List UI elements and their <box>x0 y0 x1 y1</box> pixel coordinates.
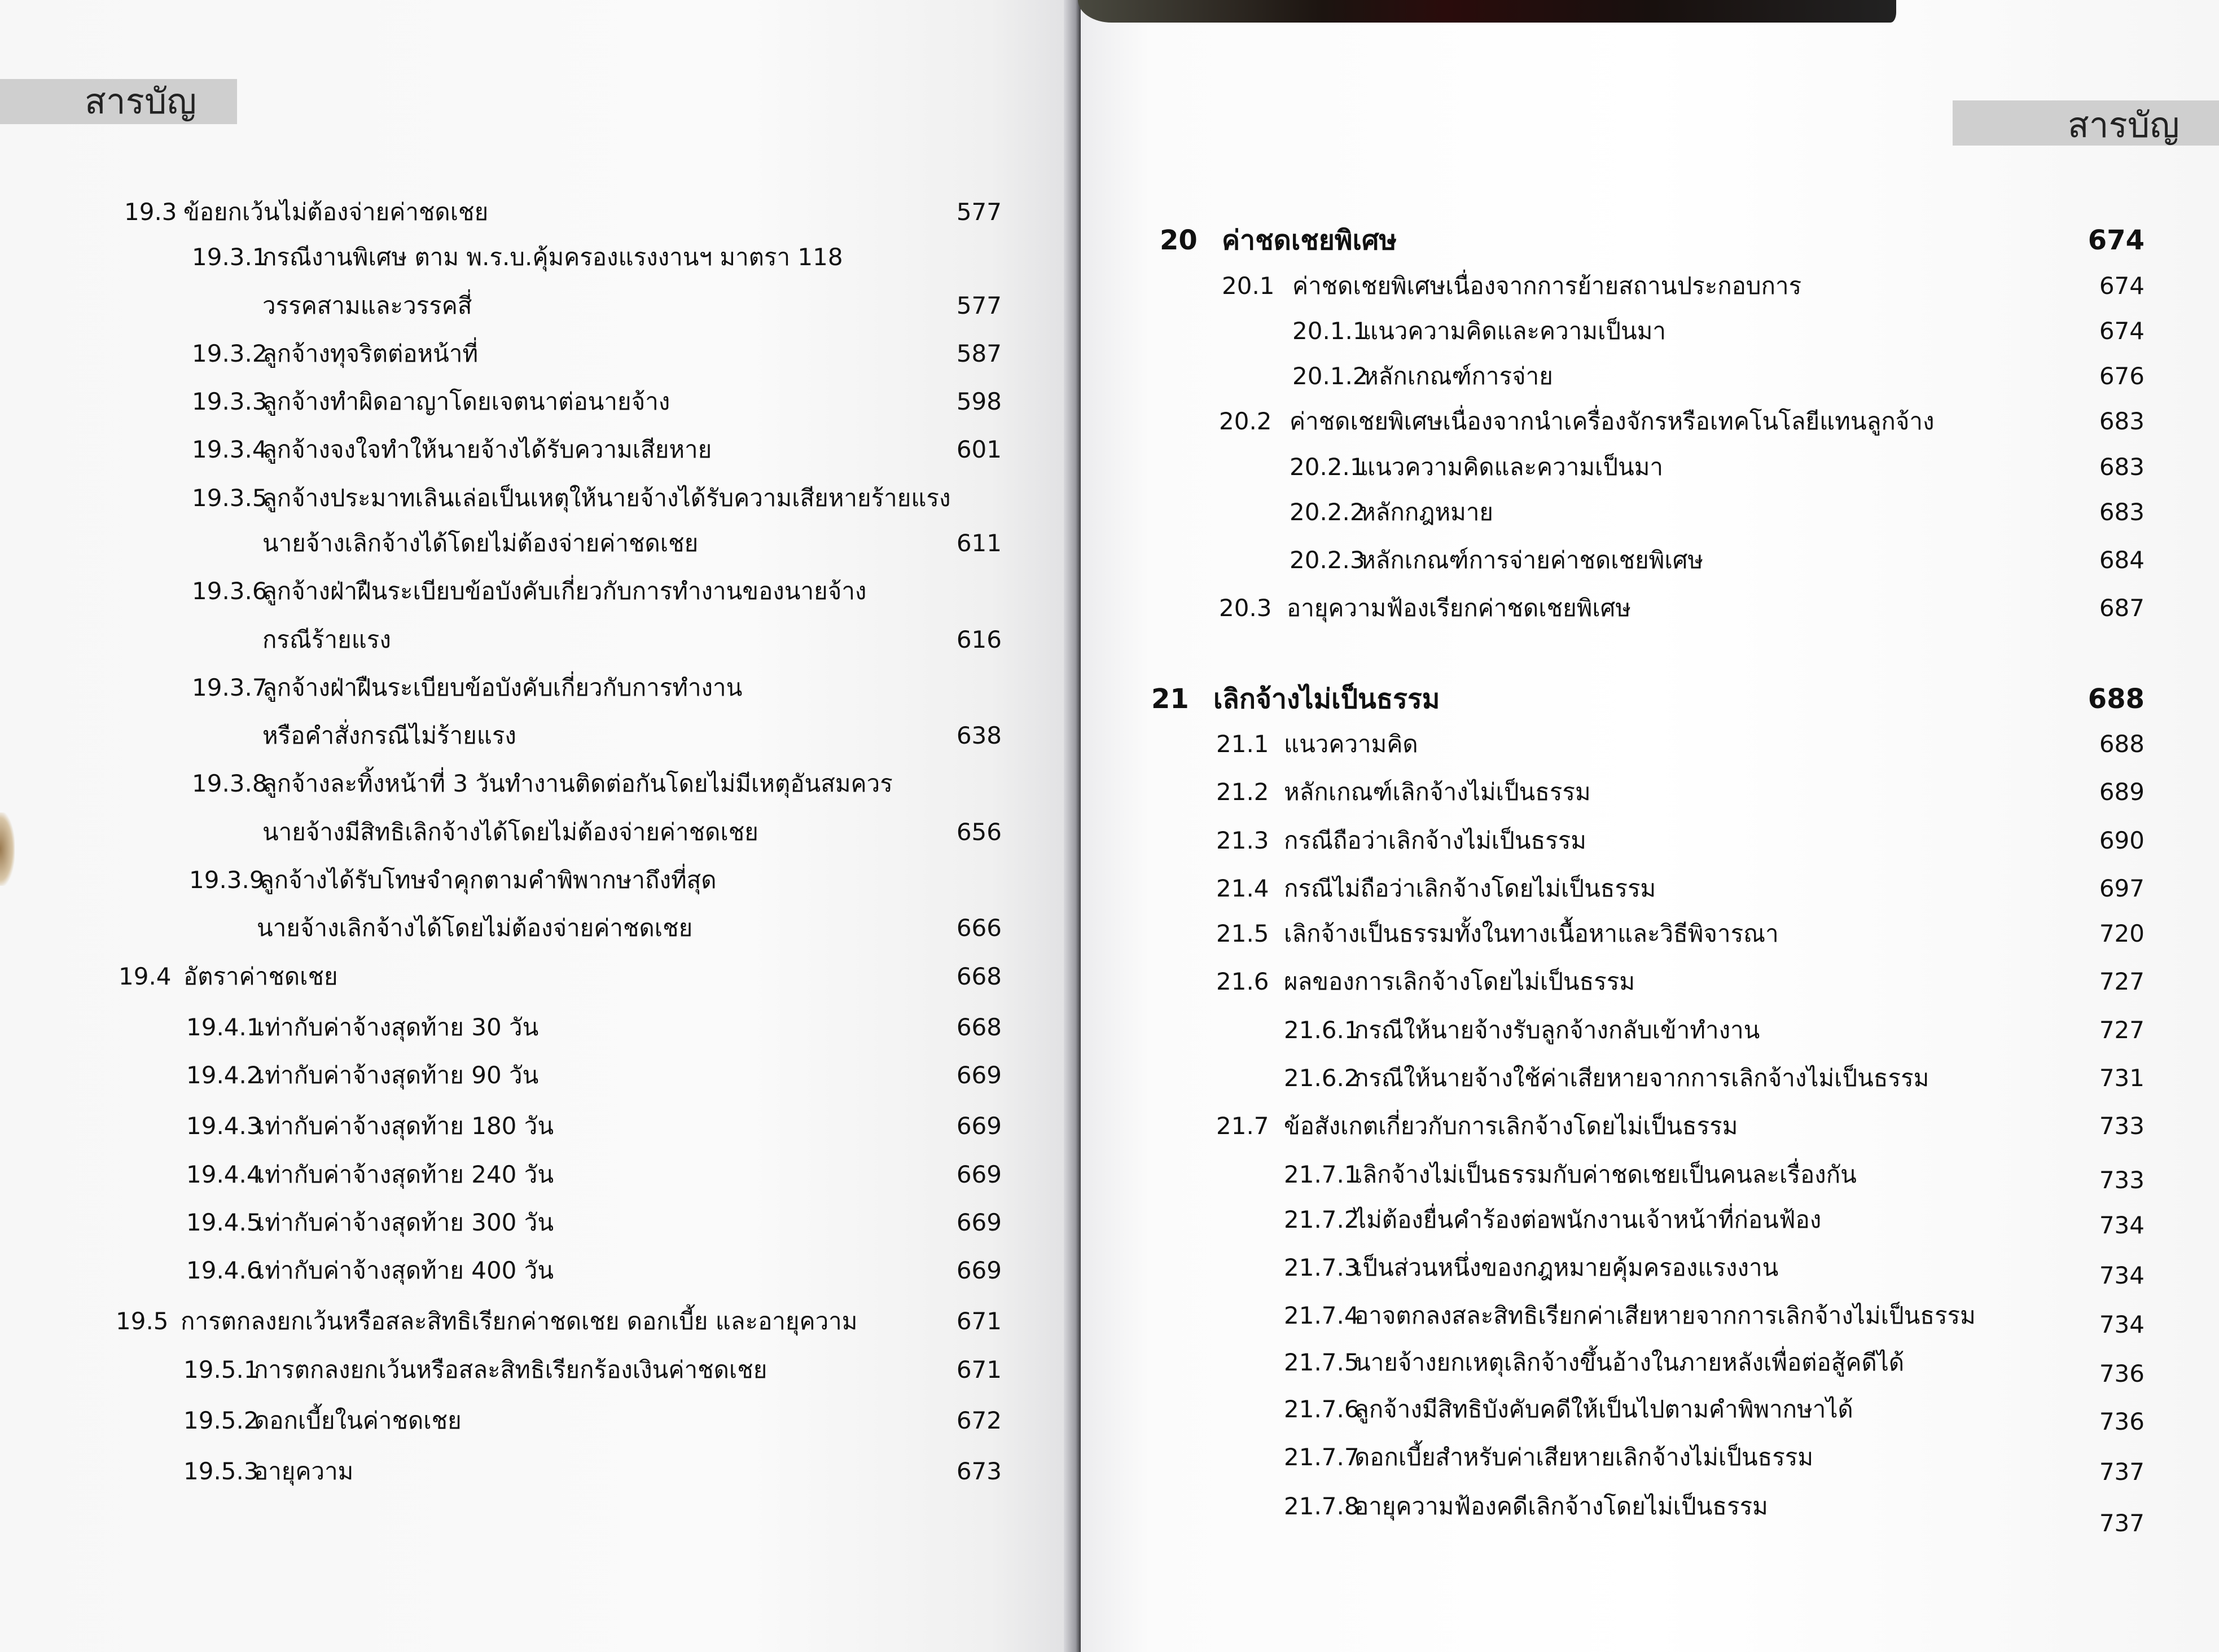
toc-page-number: 601 <box>956 436 1002 463</box>
toc-number: 21.7 <box>1216 1112 1269 1140</box>
toc-number: 20.2.2 <box>1290 498 1365 526</box>
toc-title: หลักกฎหมาย <box>1360 498 1494 526</box>
toc-page-number: 669 <box>956 1112 1002 1140</box>
toc-page-number: 611 <box>956 529 1002 557</box>
toc-title: ลูกจ้างมีสิทธิบังคับคดีให้เป็นไปตามคำพิพากษาได้ <box>1354 1395 1853 1423</box>
toc-title: เลิกจ้างเป็นธรรมทั้งในทางเนื้อหาและวิธีพิจารณา <box>1284 920 1779 947</box>
toc-number: 19.3 <box>124 198 177 226</box>
toc-number: 19.3.1 <box>192 243 267 271</box>
toc-number: 19.4.2 <box>186 1061 262 1089</box>
toc-page-number: 683 <box>2099 453 2145 481</box>
toc-number: 21.3 <box>1216 827 1269 854</box>
toc-title: เท่ากับค่าจ้างสุดท้าย 180 วัน <box>257 1112 554 1140</box>
toc-page-number: 616 <box>956 626 1002 653</box>
toc-title: นายจ้างมีสิทธิเลิกจ้างได้โดยไม่ต้องจ่ายค่าชดเชย <box>262 818 758 846</box>
toc-title: ค่าชดเชยพิเศษเนื่องจากการย้ายสถานประกอบการ <box>1292 272 1802 300</box>
toc-title: แนวความคิด <box>1284 730 1418 758</box>
toc-title: กรณีให้นายจ้างใช้ค่าเสียหายจากการเลิกจ้างไม่เป็นธรรม <box>1354 1064 1929 1092</box>
toc-number: 21.5 <box>1216 920 1269 947</box>
toc-title: นายจ้างยกเหตุเลิกจ้างขึ้นอ้างในภายหลังเพื่อต่อสู้คดีได้ <box>1354 1348 1905 1376</box>
toc-number: 19.4.5 <box>186 1209 262 1236</box>
toc-number: 19.3.5 <box>192 484 267 512</box>
toc-title: การตกลงยกเว้นหรือสละสิทธิเรียกค่าชดเชย ดอกเบี้ย และอายุความ <box>181 1307 858 1335</box>
toc-title: ลูกจ้างทุจริตต่อหน้าที่ <box>262 340 479 367</box>
toc-page-number: 674 <box>2099 317 2145 345</box>
toc-page-number: 734 <box>2099 1262 2145 1289</box>
toc-page-number: 656 <box>956 818 1002 846</box>
right-page-title: สารบัญ <box>2067 104 2179 146</box>
toc-title: อายุความฟ้องเรียกค่าชดเชยพิเศษ <box>1287 594 1632 622</box>
toc-page-number: 676 <box>2099 362 2145 390</box>
toc-title: หลักเกณฑ์เลิกจ้างไม่เป็นธรรม <box>1284 778 1591 806</box>
toc-number: 21.1 <box>1216 730 1269 758</box>
toc-title: ลูกจ้างได้รับโทษจำคุกตามคำพิพากษาถึงที่สุด <box>260 866 717 894</box>
toc-title: ผลของการเลิกจ้างโดยไม่เป็นธรรม <box>1284 968 1635 995</box>
toc-page-number: 684 <box>2099 546 2145 574</box>
toc-page-number: 689 <box>2099 778 2145 806</box>
toc-page-number: 587 <box>956 340 1002 367</box>
toc-number: 20.1.2 <box>1292 362 1368 390</box>
toc-number: 19.3.3 <box>192 388 267 415</box>
left-header-band <box>0 79 237 124</box>
toc-page-number: 577 <box>956 198 1002 226</box>
toc-number: 21.7.4 <box>1284 1302 1360 1329</box>
toc-page-number: 733 <box>2099 1166 2145 1194</box>
toc-number: 21.7.7 <box>1284 1443 1360 1471</box>
toc-title: กรณีไม่ถือว่าเลิกจ้างโดยไม่เป็นธรรม <box>1284 875 1656 902</box>
toc-number: 19.4.6 <box>186 1256 262 1284</box>
toc-title: เท่ากับค่าจ้างสุดท้าย 240 วัน <box>257 1161 554 1188</box>
toc-number: 19.4.3 <box>186 1112 262 1140</box>
toc-page-number: 736 <box>2099 1408 2145 1435</box>
toc-title: เท่ากับค่าจ้างสุดท้าย 400 วัน <box>257 1256 554 1284</box>
toc-title: ลูกจ้างฝ่าฝืนระเบียบข้อบังคับเกี่ยวกับการทำงาน <box>262 674 743 701</box>
toc-number: 19.3.8 <box>192 770 267 797</box>
toc-title: เท่ากับค่าจ้างสุดท้าย 30 วัน <box>257 1013 539 1041</box>
toc-title: ข้อสังเกตเกี่ยวกับการเลิกจ้างโดยไม่เป็นธรรม <box>1284 1112 1738 1140</box>
toc-page-number: 673 <box>956 1457 1002 1485</box>
toc-page-number: 697 <box>2099 875 2145 902</box>
toc-number: 21.6.1 <box>1284 1016 1360 1044</box>
toc-number: 19.4.1 <box>186 1013 262 1041</box>
toc-title: แนวความคิดและความเป็นมา <box>1360 453 1663 481</box>
toc-title: เลิกจ้างไม่เป็นธรรมกับค่าชดเชยเป็นคนละเรื่องกัน <box>1354 1161 1857 1188</box>
toc-title: นายจ้างเลิกจ้างได้โดยไม่ต้องจ่ายค่าชดเชย <box>257 914 693 942</box>
toc-title: เป็นส่วนหนึ่งของกฎหมายคุ้มครองแรงงาน <box>1354 1254 1779 1281</box>
toc-title: อายุความ <box>254 1457 354 1485</box>
toc-title: ดอกเบี้ยในค่าชดเชย <box>254 1407 462 1434</box>
toc-title: หรือคำสั่งกรณีไม่ร้ายแรง <box>262 722 516 749</box>
toc-title: อาจตกลงสละสิทธิเรียกค่าเสียหายจากการเลิกจ้างไม่เป็นธรรม <box>1354 1302 1976 1329</box>
toc-page-number: 669 <box>956 1061 1002 1089</box>
toc-page-number: 577 <box>956 292 1002 319</box>
toc-title: ลูกจ้างฝ่าฝืนระเบียบข้อบังคับเกี่ยวกับการทำงานของนายจ้าง <box>262 577 867 605</box>
toc-page-number: 734 <box>2099 1211 2145 1239</box>
toc-page-number: 688 <box>2088 683 2145 715</box>
toc-number: 21.7.5 <box>1284 1348 1360 1376</box>
toc-number: 20.1 <box>1222 272 1275 300</box>
toc-title: นายจ้างเลิกจ้างได้โดยไม่ต้องจ่ายค่าชดเชย <box>262 529 699 557</box>
toc-page-number: 737 <box>2099 1509 2145 1537</box>
toc-number: 19.5 <box>116 1307 169 1335</box>
toc-page-number: 731 <box>2099 1064 2145 1092</box>
toc-title: แนวความคิดและความเป็นมา <box>1363 317 1666 345</box>
toc-title: การตกลงยกเว้นหรือสละสิทธิเรียกร้องเงินค่าชดเชย <box>254 1356 768 1383</box>
toc-page-number: 668 <box>956 963 1002 990</box>
left-page-title: สารบัญ <box>85 81 197 122</box>
top-shadow <box>1078 0 1896 23</box>
toc-number: 19.4 <box>119 963 172 990</box>
page-edge-mark <box>0 812 15 886</box>
toc-number: 21.7.6 <box>1284 1395 1360 1423</box>
book-gutter <box>1064 0 1081 1652</box>
toc-page-number: 638 <box>956 722 1002 749</box>
toc-number: 21.7.8 <box>1284 1492 1360 1520</box>
toc-page-number: 690 <box>2099 827 2145 854</box>
toc-title: ลูกจ้างละทิ้งหน้าที่ 3 วันทำงานติดต่อกันโดยไม่มีเหตุอันสมควร <box>262 770 893 797</box>
toc-page-number: 734 <box>2099 1311 2145 1338</box>
toc-title: ค่าชดเชยพิเศษเนื่องจากนำเครื่องจักรหรือเทคโนโลยีแทนลูกจ้าง <box>1290 407 1935 435</box>
toc-page-number: 668 <box>956 1013 1002 1041</box>
toc-title: กรณีร้ายแรง <box>262 626 391 653</box>
toc-page-number: 672 <box>956 1407 1002 1434</box>
toc-title: ค่าชดเชยพิเศษ <box>1222 225 1397 256</box>
left-page <box>0 0 1064 1652</box>
right-header-band <box>1953 100 2219 146</box>
toc-title: ลูกจ้างทำผิดอาญาโดยเจตนาต่อนายจ้าง <box>262 388 670 415</box>
toc-number: 21 <box>1151 683 1189 715</box>
toc-number: 19.5.1 <box>183 1356 259 1383</box>
toc-page-number: 727 <box>2099 1016 2145 1044</box>
toc-title: เท่ากับค่าจ้างสุดท้าย 90 วัน <box>257 1061 539 1089</box>
toc-page-number: 687 <box>2099 594 2145 622</box>
toc-number: 20 <box>1160 225 1198 256</box>
toc-number: 19.3.6 <box>192 577 267 605</box>
toc-title: อายุความฟ้องคดีเลิกจ้างโดยไม่เป็นธรรม <box>1354 1492 1768 1520</box>
toc-page-number: 671 <box>956 1356 1002 1383</box>
toc-page-number: 669 <box>956 1209 1002 1236</box>
toc-number: 20.2.1 <box>1290 453 1365 481</box>
toc-number: 20.2.3 <box>1290 546 1365 574</box>
toc-number: 19.5.3 <box>183 1457 259 1485</box>
toc-page-number: 720 <box>2099 920 2145 947</box>
toc-page-number: 688 <box>2099 730 2145 758</box>
toc-number: 21.7.1 <box>1284 1161 1360 1188</box>
toc-title: ดอกเบี้ยสำหรับค่าเสียหายเลิกจ้างไม่เป็นธรรม <box>1354 1443 1814 1471</box>
toc-number: 19.3.4 <box>192 436 267 463</box>
toc-number: 21.2 <box>1216 778 1269 806</box>
toc-number: 19.3.9 <box>189 866 265 894</box>
toc-title: กรณีให้นายจ้างรับลูกจ้างกลับเข้าทำงาน <box>1354 1016 1760 1044</box>
toc-number: 19.3.7 <box>192 674 267 701</box>
toc-title: หลักเกณฑ์การจ่าย <box>1363 362 1553 390</box>
toc-title: ข้อยกเว้นไม่ต้องจ่ายค่าชดเชย <box>183 198 489 226</box>
toc-number: 19.3.2 <box>192 340 267 367</box>
toc-page-number: 669 <box>956 1256 1002 1284</box>
toc-title: อัตราค่าชดเชย <box>183 963 338 990</box>
toc-number: 21.6.2 <box>1284 1064 1360 1092</box>
toc-number: 19.4.4 <box>186 1161 262 1188</box>
toc-number: 21.6 <box>1216 968 1269 995</box>
toc-page-number: 674 <box>2088 225 2145 256</box>
toc-title: ลูกจ้างประมาทเลินเล่อเป็นเหตุให้นายจ้างได้รับความเสียหายร้ายแรง <box>262 484 951 512</box>
toc-title: วรรคสามและวรรคสี่ <box>262 292 472 319</box>
toc-page-number: 737 <box>2099 1458 2145 1486</box>
toc-number: 21.7.3 <box>1284 1254 1360 1281</box>
toc-title: เลิกจ้างไม่เป็นธรรม <box>1213 683 1440 715</box>
toc-title: เท่ากับค่าจ้างสุดท้าย 300 วัน <box>257 1209 554 1236</box>
toc-page-number: 683 <box>2099 407 2145 435</box>
toc-number: 21.7.2 <box>1284 1206 1360 1233</box>
toc-number: 20.2 <box>1219 407 1272 435</box>
toc-page-number: 598 <box>956 388 1002 415</box>
toc-page-number: 671 <box>956 1307 1002 1335</box>
toc-page-number: 674 <box>2099 272 2145 300</box>
toc-title: หลักเกณฑ์การจ่ายค่าชดเชยพิเศษ <box>1360 546 1704 574</box>
toc-page-number: 736 <box>2099 1360 2145 1387</box>
toc-page-number: 666 <box>956 914 1002 942</box>
toc-title: ลูกจ้างจงใจทำให้นายจ้างได้รับความเสียหาย <box>262 436 712 463</box>
toc-number: 20.1.1 <box>1292 317 1368 345</box>
toc-page-number: 727 <box>2099 968 2145 995</box>
toc-number: 21.4 <box>1216 875 1269 902</box>
toc-title: ไม่ต้องยื่นคำร้องต่อพนักงานเจ้าหน้าที่ก่อนฟ้อง <box>1354 1206 1822 1233</box>
toc-title: กรณีงานพิเศษ ตาม พ.ร.บ.คุ้มครองแรงงานฯ มาตรา 118 <box>262 243 843 271</box>
toc-title: กรณีถือว่าเลิกจ้างไม่เป็นธรรม <box>1284 827 1586 854</box>
toc-page-number: 669 <box>956 1161 1002 1188</box>
toc-page-number: 733 <box>2099 1112 2145 1140</box>
toc-number: 20.3 <box>1219 594 1272 622</box>
toc-page-number: 683 <box>2099 498 2145 526</box>
toc-number: 19.5.2 <box>183 1407 259 1434</box>
